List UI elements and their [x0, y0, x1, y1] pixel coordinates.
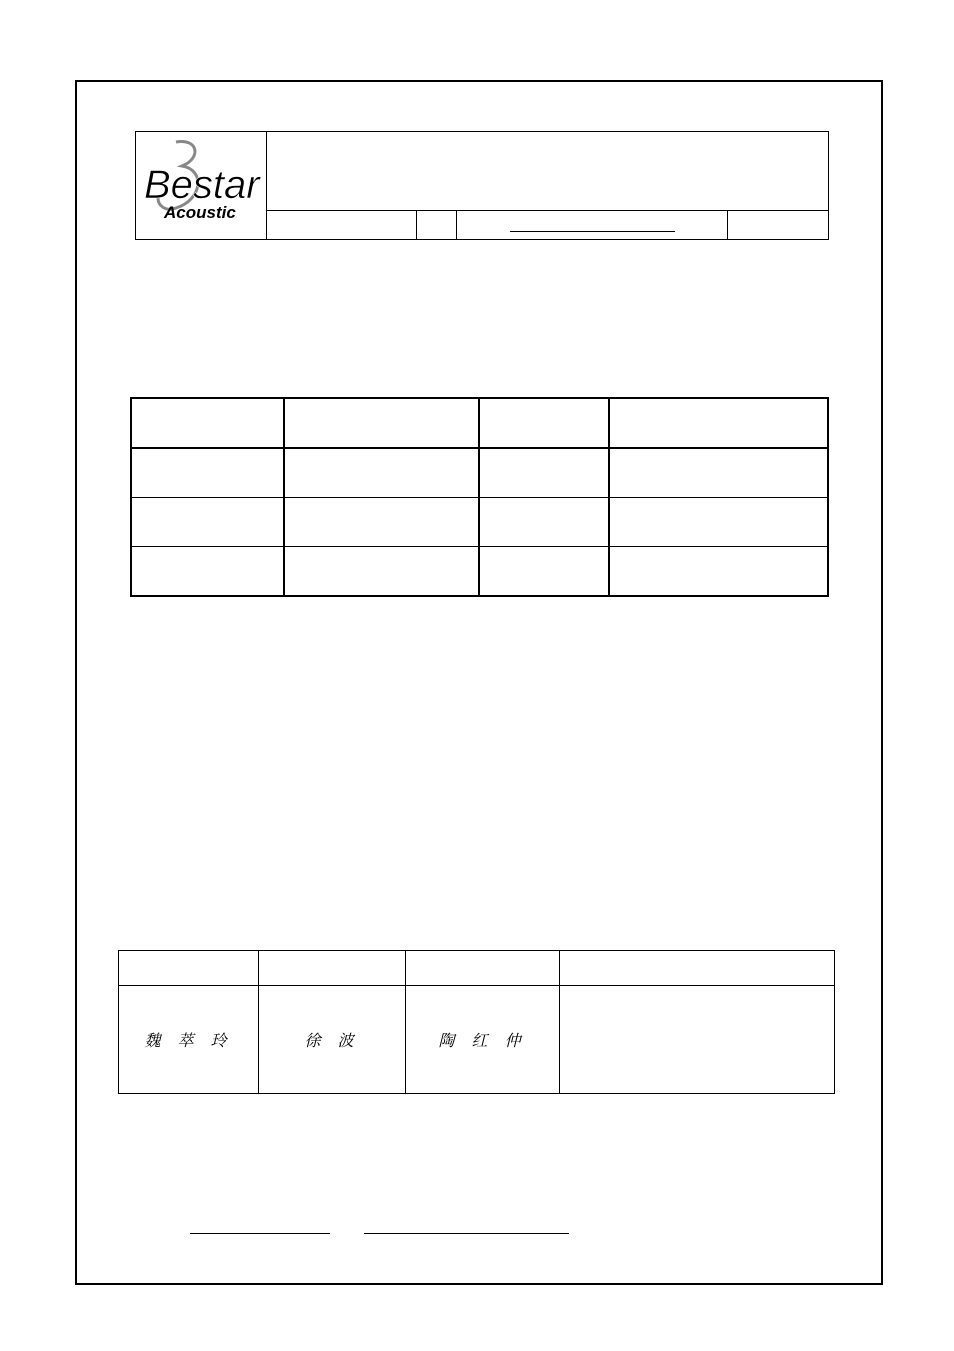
table-cell — [479, 448, 609, 498]
bestar-logo-icon — [136, 132, 266, 239]
table-cell — [609, 448, 828, 498]
table-row — [131, 498, 828, 547]
table-row — [119, 986, 835, 1094]
header-cell-3 — [456, 210, 728, 239]
footer-line-left — [190, 1233, 330, 1234]
table-cell — [479, 398, 609, 448]
signature-cell — [560, 986, 835, 1094]
header-cell-4 — [726, 210, 828, 239]
table-cell — [284, 398, 479, 448]
footer-line-right — [364, 1233, 569, 1234]
table-row — [131, 448, 828, 498]
table-row — [119, 951, 835, 986]
table-cell — [131, 498, 284, 547]
header-underline — [510, 213, 675, 232]
table-cell — [284, 448, 479, 498]
logo-brand-text: Bestar — [144, 163, 260, 207]
table-row — [131, 547, 828, 597]
revision-table — [130, 397, 829, 597]
document-header — [135, 131, 829, 240]
table-cell — [131, 398, 284, 448]
table-cell — [131, 448, 284, 498]
signature: 魏 萃 玲 — [144, 1031, 233, 1050]
approval-header — [406, 951, 560, 986]
table-cell — [609, 547, 828, 597]
document-title-cell — [266, 132, 828, 211]
table-cell — [609, 398, 828, 448]
page-frame — [75, 80, 883, 1285]
signature-cell — [259, 986, 406, 1094]
approval-table — [118, 950, 835, 1094]
table-cell — [609, 498, 828, 547]
table-row — [131, 398, 828, 448]
table-cell — [479, 498, 609, 547]
signature-cell — [406, 986, 560, 1094]
approval-header — [259, 951, 406, 986]
table-cell — [284, 498, 479, 547]
header-cell-2 — [416, 210, 457, 239]
signature-cell — [119, 986, 259, 1094]
signature: 徐 波 — [304, 1031, 360, 1050]
approval-header — [560, 951, 835, 986]
approval-header — [119, 951, 259, 986]
company-logo — [136, 132, 267, 239]
logo-sub-text: Acoustic — [164, 203, 236, 222]
table-cell — [479, 547, 609, 597]
signature: 陶 红 仲 — [438, 1031, 527, 1050]
table-cell — [131, 547, 284, 597]
header-cell-1 — [266, 210, 417, 239]
table-cell — [284, 547, 479, 597]
